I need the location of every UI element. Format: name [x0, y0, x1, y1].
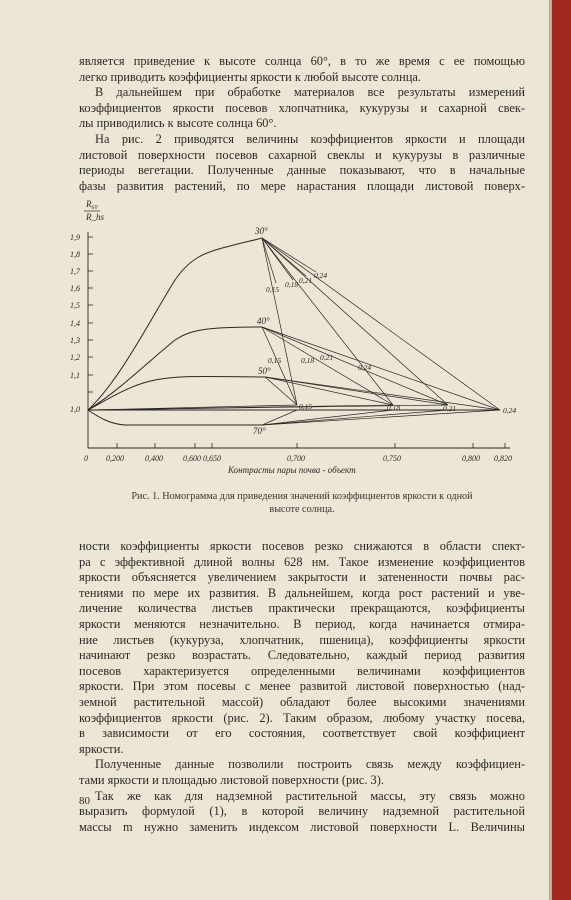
- text-line: тениями по мере их развития. В дальнейшем, когда рост растений и уве-: [79, 585, 525, 600]
- x-tick-label: 0,700: [287, 454, 305, 463]
- x-tick-label: 0,750: [383, 454, 401, 463]
- sun-height-label: 30°: [255, 226, 268, 236]
- text-line: в зависимости от его состояния, соответствует свой коэффициент: [79, 726, 525, 741]
- text-line: легко приводить коэффициенты яркости к любой высоте солнца.: [79, 69, 421, 84]
- text-line: яркости объясняется увеличением закрытости и затененности почвы рас-: [79, 570, 525, 585]
- text-line: выразить формулой (1), в которой величину надземной растительной: [79, 804, 525, 819]
- x-tick-label: 0,650: [203, 454, 221, 463]
- x-tick-label: 0,820: [494, 454, 512, 463]
- text-line: ра с эффективной длиной волны 628 нм. Такое изменение коэффициентов: [79, 554, 525, 569]
- y-axis-label-top: R₆₀: [86, 199, 98, 209]
- text-line: В дальнейшем при обработке материалов все результаты измерений: [95, 85, 525, 100]
- caption-line: Рис. 1. Номограмма для приведения значений коэффициентов яркости к одной: [131, 491, 473, 502]
- text-line: Полученные данные позволили построить связь между коэффициен-: [95, 757, 525, 772]
- x-axis-label: Контрасты пары почва - объект: [228, 465, 356, 475]
- y-tick-label: 1,6: [70, 284, 80, 293]
- caption-line: высоте солнца.: [269, 504, 335, 515]
- text-line: яркости меняются незначительно. В период, когда начинается отмира-: [79, 616, 525, 631]
- contrast-label: 0,15: [268, 356, 282, 365]
- contrast-label: 0,15: [299, 402, 313, 411]
- contrast-label: 0,24: [358, 363, 372, 372]
- nomogram-figure: [0, 190, 552, 480]
- contrast-label: 0,15: [266, 285, 280, 294]
- contrast-label: 0,24: [314, 271, 328, 280]
- text-line: является приведение к высоте солнца 60°, в то же время с ее помощью: [79, 54, 525, 68]
- text-line: ние листьев (кукуруза, хлопчатник, пшеница), коэффициенты яркости: [79, 632, 525, 647]
- text-line: яркости. При этом посевы с менее развитой листовой поверхностью (над-: [79, 679, 525, 694]
- y-tick-label: 1,4: [70, 319, 80, 328]
- x-tick-label: 0: [84, 454, 88, 463]
- text-line: Так же как для надземной растительной массы, эту связь можно: [95, 788, 525, 803]
- text-line: фазы развития растений, по мере нарастания площади листовой поверх-: [79, 178, 525, 193]
- text-line: На рис. 2 приводятся величины коэффициентов яркости и площади: [95, 131, 525, 146]
- y-tick-label: 1,5: [70, 301, 80, 310]
- page-number: 80: [79, 795, 90, 807]
- sun-height-label: 50°: [258, 366, 271, 376]
- y-axis-label-bottom: R_hs: [86, 212, 104, 222]
- x-tick-label: 0,800: [462, 454, 480, 463]
- contrast-label: 0,21: [443, 404, 457, 413]
- text-line: земной растительной массой) обладают более высокими значениями: [79, 694, 525, 709]
- curve-50: [88, 376, 265, 410]
- y-tick-label: 1,8: [70, 250, 80, 259]
- text-line: коэффициентов яркости (рис. 2). Таким образом, любому участку посева,: [79, 710, 525, 725]
- book-spine: [552, 0, 571, 900]
- y-tick-label: 1,7: [70, 267, 80, 276]
- text-line: яркости.: [79, 741, 124, 756]
- curve-40: [88, 327, 262, 410]
- text-line: ности коэффициенты яркости посевов резко снижаются в области спект-: [79, 539, 525, 553]
- contrast-label: 0,21: [320, 353, 334, 362]
- text-line: личение количества листьев практически прекращаются, коэффициенты: [79, 601, 525, 616]
- curve-30: [88, 238, 262, 410]
- y-tick-label: 1,9: [70, 233, 80, 242]
- curve-70: [88, 410, 262, 425]
- y-tick-label: 1,2: [70, 353, 80, 362]
- text-line: посевов характеризуется определенными величинами коэффициентов: [79, 663, 525, 678]
- sun-height-label: 40°: [257, 316, 270, 326]
- contrast-label: 0,18: [387, 403, 401, 412]
- text-line: массы m нужно заменить индексом листовой поверхности L. Величины: [79, 819, 525, 834]
- top-paragraph: [79, 54, 525, 194]
- text-line: периоды вегетации. Полученные данные показывают, что в начальные: [79, 163, 525, 178]
- text-line: листовой поверхности посевов сахарной свеклы и кукурузы в различные: [79, 147, 525, 162]
- contrast-label: 0,24: [503, 406, 517, 415]
- text-line: лы приводились к высоте солнца 60°.: [79, 116, 277, 131]
- text-line: начинают резко возрастать. Следовательно, каждый период развития: [79, 648, 525, 663]
- figure-caption: [79, 490, 525, 516]
- text-line: тами яркости и площадью листовой поверхности (рис. 3).: [79, 772, 384, 787]
- bottom-paragraph: [79, 539, 525, 835]
- contrast-label: 0,18: [301, 356, 315, 365]
- contrast-label: 0,21: [299, 276, 313, 285]
- x-tick-label: 0,400: [145, 454, 163, 463]
- y-tick-label: 1,3: [70, 336, 80, 345]
- y-tick-label: 1,0: [70, 405, 80, 414]
- x-tick-label: 0,600: [183, 454, 201, 463]
- x-tick-label: 0,200: [106, 454, 124, 463]
- text-line: коэффициентов яркости посевов хлопчатника, кукурузы и сахарной свек-: [79, 100, 525, 115]
- sun-height-label: 70°: [253, 426, 266, 436]
- y-tick-label: 1,1: [70, 371, 80, 380]
- contrast-label: 0,18: [285, 280, 299, 289]
